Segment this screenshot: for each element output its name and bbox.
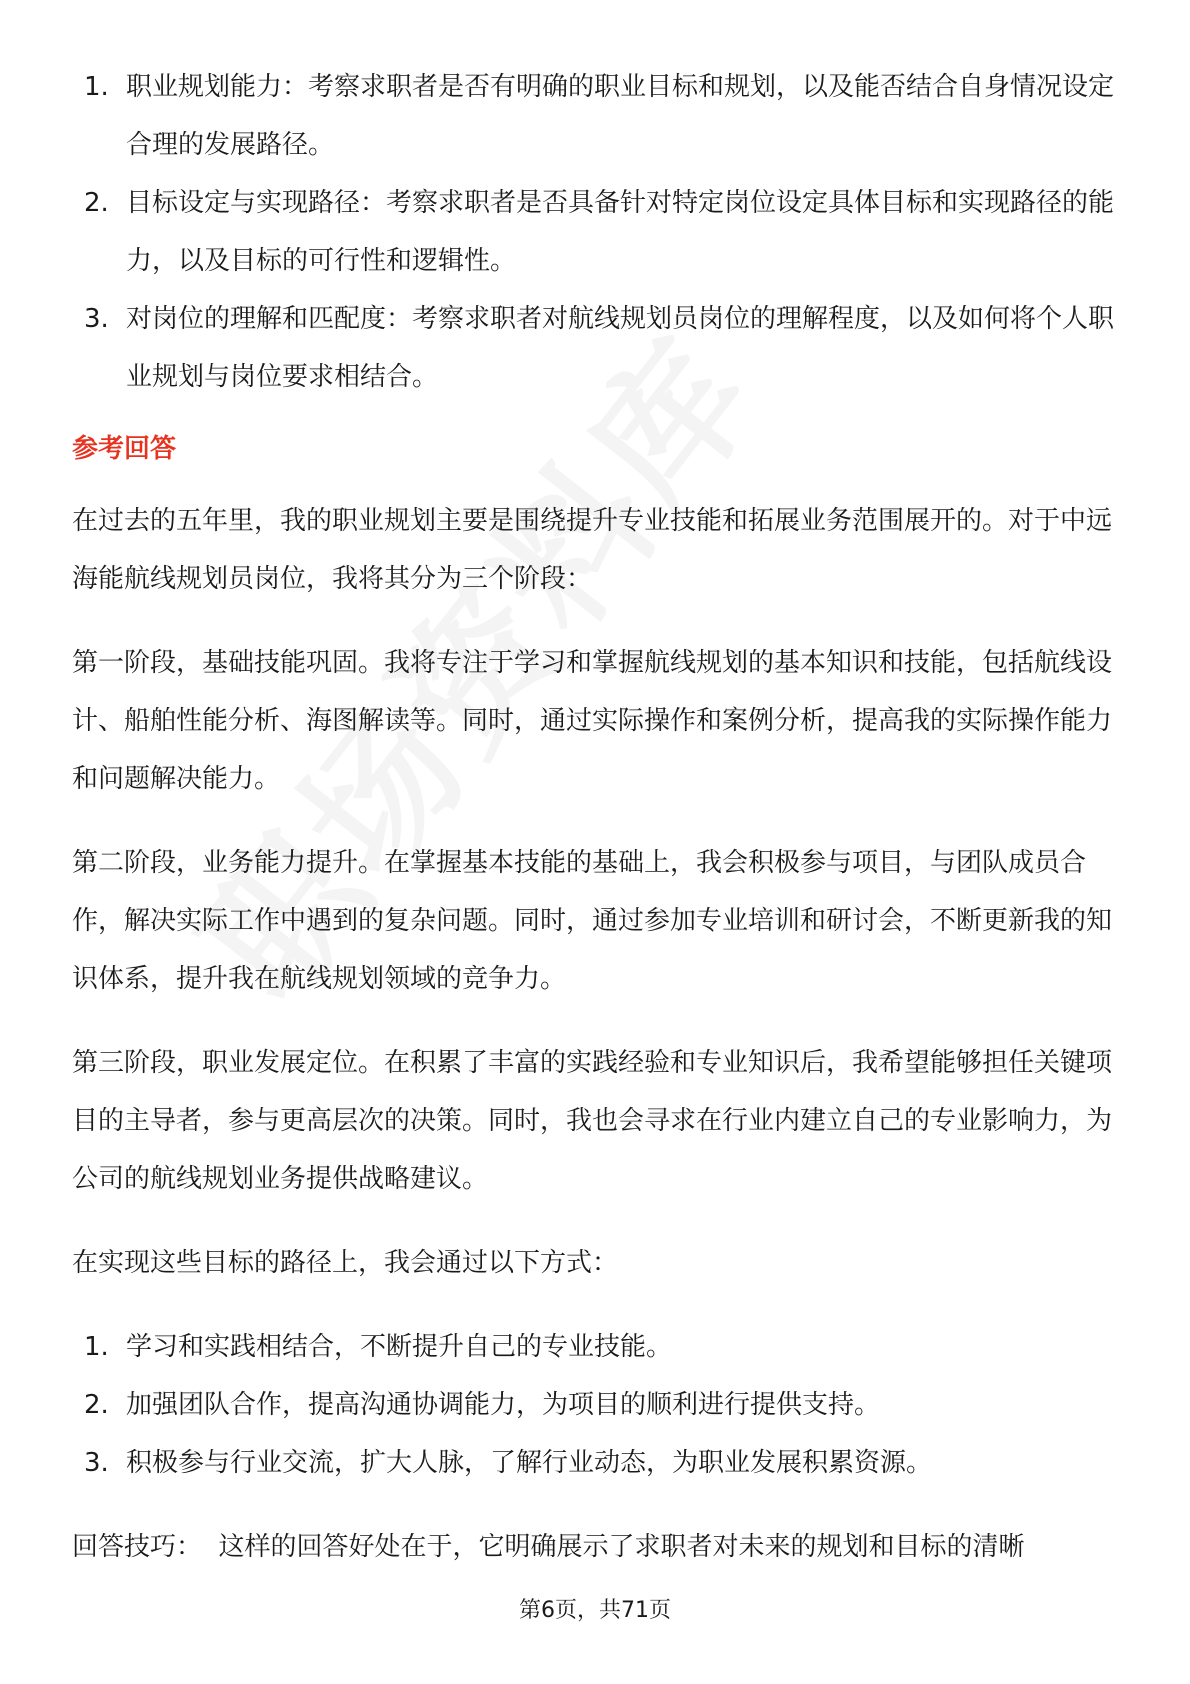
tips-paragraph: 回答技巧： 这样的回答好处在于，它明确展示了求职者对未来的规划和目标的清晰: [72, 1532, 1025, 1562]
stage1-paragraph: 第一阶段，基础技能巩固。我将专注于学习和掌握航线规划的基本知识和技能，包括航线设计、船舶性能分析、海图解读等。同时，通过实际操作和案例分析，提高我的实际操作能力和问题解决能力。: [72, 648, 1113, 794]
list-text: 学习和实践相结合，不断提升自己的专业技能。: [126, 1332, 673, 1362]
list-item: [72, 1376, 1122, 1434]
page-number: 第6页，共71页: [519, 1598, 671, 1623]
path-intro-paragraph: 在实现这些目标的路径上，我会通过以下方式：: [72, 1248, 619, 1278]
list-number: 2.: [84, 1390, 109, 1420]
list-text: 加强团队合作，提高沟通协调能力，为项目的顺利进行提供支持。: [126, 1390, 881, 1420]
list-text: 职业规划能力：考察求职者是否有明确的职业目标和规划，以及能否结合自身情况设定合理的发展路径。: [126, 72, 1115, 160]
list-item: [72, 174, 1122, 290]
list-text: 目标设定与实现路径：考察求职者是否具备针对特定岗位设定具体目标和实现路径的能力，以及目标的可行性和逻辑性。: [126, 188, 1115, 276]
evaluation-criteria-list: [72, 58, 1122, 406]
list-number: 3.: [84, 304, 109, 334]
stage3-paragraph: 第三阶段，职业发展定位。在积累了丰富的实践经验和专业知识后，我希望能够担任关键项目的主导者，参与更高层次的决策。同时，我也会寻求在行业内建立自己的专业影响力，为公司的航线规划业务提供战略建议。: [72, 1048, 1113, 1194]
list-item: [72, 290, 1122, 406]
page-content: [72, 58, 1122, 1576]
list-text: 对岗位的理解和匹配度：考察求职者对航线规划员岗位的理解程度，以及如何将个人职业规划与岗位要求相结合。: [126, 304, 1115, 392]
list-item: [72, 58, 1122, 174]
intro-paragraph: 在过去的五年里，我的职业规划主要是围绕提升专业技能和拓展业务范围展开的。对于中远海能航线规划员岗位，我将其分为三个阶段：: [72, 506, 1113, 594]
answer-heading: 参考回答: [72, 434, 177, 464]
list-number: 1.: [84, 1332, 109, 1362]
methods-list: [72, 1318, 1122, 1492]
list-item: [72, 1318, 1122, 1376]
list-text: 积极参与行业交流，扩大人脉，了解行业动态，为职业发展积累资源。: [126, 1448, 933, 1478]
list-item: [72, 1434, 1122, 1492]
list-number: 1.: [84, 72, 109, 102]
list-number: 3.: [84, 1448, 109, 1478]
stage2-paragraph: 第二阶段，业务能力提升。在掌握基本技能的基础上，我会积极参与项目，与团队成员合作，解决实际工作中遇到的复杂问题。同时，通过参加专业培训和研讨会，不断更新我的知识体系，提升我在航线规划领域的竞争力。: [72, 848, 1113, 994]
list-number: 2.: [84, 188, 109, 218]
